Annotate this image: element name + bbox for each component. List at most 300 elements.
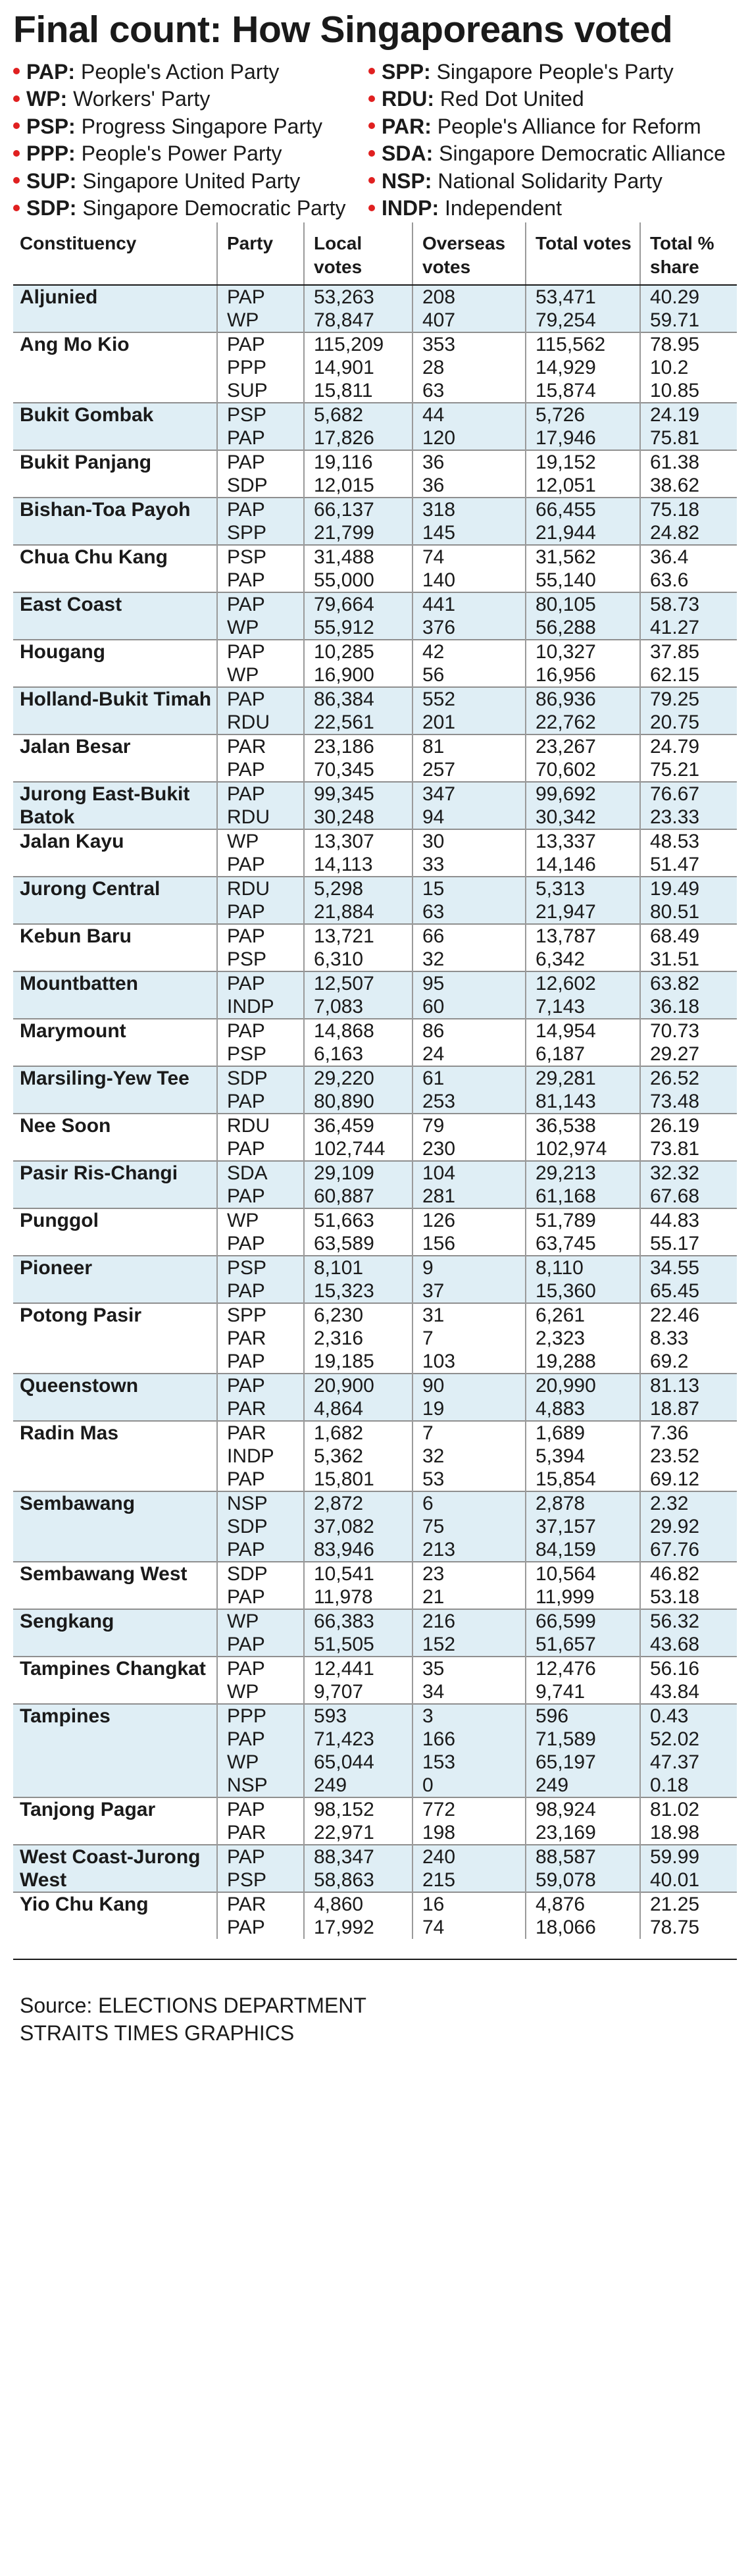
local-votes-cell: 10,285 [304,640,413,663]
party-cell: PAP [217,285,304,309]
table-row [13,1657,737,1680]
share-cell: 26.52 [640,1066,737,1090]
overseas-votes-cell: 86 [413,1019,526,1043]
overseas-votes-cell: 145 [413,521,526,545]
bullet-icon [13,150,20,157]
local-votes-cell: 58,863 [304,1868,413,1892]
total-votes-cell: 10,327 [526,640,640,663]
constituency-name: Sengkang [13,1609,217,1657]
total-votes-cell: 11,999 [526,1585,640,1609]
total-votes-cell: 13,337 [526,829,640,853]
header-total-votes: Total votes [526,222,640,285]
share-cell: 19.49 [640,877,737,900]
party-cell: PAP [217,900,304,924]
share-cell: 36.4 [640,545,737,569]
total-votes-cell: 16,956 [526,663,640,687]
share-cell: 65.45 [640,1279,737,1303]
party-cell: PAP [217,1538,304,1562]
party-cell: PAR [217,1397,304,1421]
header-party: Party [217,222,304,285]
party-cell: PAP [217,1585,304,1609]
total-votes-cell: 84,159 [526,1538,640,1562]
bullet-icon [13,68,20,74]
header-overseas-votes: Overseas votes [413,222,526,285]
constituency-name: Pioneer [13,1256,217,1303]
total-votes-cell: 249 [526,1774,640,1797]
legend-abbr: PAR: [382,114,432,138]
overseas-votes-cell: 552 [413,687,526,711]
table-row [13,1208,737,1232]
overseas-votes-cell: 44 [413,403,526,426]
local-votes-cell: 13,307 [304,829,413,853]
total-votes-cell: 6,261 [526,1303,640,1327]
local-votes-cell: 20,900 [304,1374,413,1397]
party-cell: PAP [217,1232,304,1256]
share-cell: 37.85 [640,640,737,663]
total-votes-cell: 20,990 [526,1374,640,1397]
table-row [13,924,737,948]
local-votes-cell: 102,744 [304,1137,413,1161]
table-header-row [13,222,737,285]
local-votes-cell: 31,488 [304,545,413,569]
party-cell: RDU [217,877,304,900]
constituency-name: Jalan Besar [13,734,217,782]
overseas-votes-cell: 36 [413,450,526,474]
local-votes-cell: 17,826 [304,426,413,450]
total-votes-cell: 23,169 [526,1821,640,1845]
local-votes-cell: 21,799 [304,521,413,545]
share-cell: 81.13 [640,1374,737,1397]
credit-line: STRAITS TIMES GRAPHICS [20,2021,295,2045]
share-cell: 32.32 [640,1161,737,1185]
overseas-votes-cell: 75 [413,1515,526,1538]
overseas-votes-cell: 407 [413,309,526,332]
share-cell: 46.82 [640,1562,737,1585]
local-votes-cell: 6,163 [304,1043,413,1066]
party-cell: PAR [217,1892,304,1916]
table-row [13,1374,737,1397]
legend-party-name: National Solidarity Party [438,168,662,193]
total-votes-cell: 70,602 [526,758,640,782]
party-cell: PAP [217,592,304,616]
local-votes-cell: 78,847 [304,309,413,332]
bullet-icon [368,177,375,184]
total-votes-cell: 19,288 [526,1350,640,1374]
table-row [13,1491,737,1515]
constituency-name: Marsiling-Yew Tee [13,1066,217,1114]
local-votes-cell: 6,230 [304,1303,413,1327]
bullet-icon [368,205,375,211]
share-cell: 0.43 [640,1704,737,1728]
legend-item [368,140,737,168]
local-votes-cell: 19,185 [304,1350,413,1374]
share-cell: 69.2 [640,1350,737,1374]
share-cell: 59.71 [640,309,737,332]
legend-abbr: PPP: [26,142,76,166]
overseas-votes-cell: 34 [413,1680,526,1704]
total-votes-cell: 51,789 [526,1208,640,1232]
table-row [13,1256,737,1279]
total-votes-cell: 59,078 [526,1868,640,1892]
legend-party-name: Singapore United Party [82,168,301,193]
local-votes-cell: 15,801 [304,1468,413,1491]
overseas-votes-cell: 7 [413,1327,526,1350]
constituency-name: Nee Soon [13,1114,217,1161]
total-votes-cell: 36,538 [526,1114,640,1137]
bullet-icon [13,177,20,184]
table-row [13,332,737,356]
legend-party-name: Singapore Democratic Party [82,196,346,220]
bullet-icon [13,122,20,129]
total-votes-cell: 4,876 [526,1892,640,1916]
constituency-name: Punggol [13,1208,217,1256]
share-cell: 24.79 [640,734,737,758]
local-votes-cell: 6,310 [304,948,413,971]
total-votes-cell: 15,854 [526,1468,640,1491]
party-cell: WP [217,1680,304,1704]
total-votes-cell: 63,745 [526,1232,640,1256]
overseas-votes-cell: 152 [413,1633,526,1657]
overseas-votes-cell: 32 [413,948,526,971]
source-credit [20,1992,737,2047]
share-cell: 22.46 [640,1303,737,1327]
share-cell: 62.15 [640,663,737,687]
share-cell: 0.18 [640,1774,737,1797]
share-cell: 75.81 [640,426,737,450]
overseas-votes-cell: 281 [413,1185,526,1208]
table-row [13,1421,737,1445]
constituency-name: Pasir Ris-Changi [13,1161,217,1208]
overseas-votes-cell: 257 [413,758,526,782]
overseas-votes-cell: 240 [413,1845,526,1868]
constituency-name: Sembawang [13,1491,217,1562]
legend-item [368,113,737,141]
overseas-votes-cell: 347 [413,782,526,806]
local-votes-cell: 2,872 [304,1491,413,1515]
table-row [13,877,737,900]
constituency-name: Queenstown [13,1374,217,1421]
legend-item [368,59,737,86]
party-cell: SDP [217,1066,304,1090]
party-cell: SDP [217,1515,304,1538]
legend-abbr: INDP: [382,196,439,220]
local-votes-cell: 51,663 [304,1208,413,1232]
overseas-votes-cell: 30 [413,829,526,853]
table-row [13,1609,737,1633]
legend-abbr: RDU: [382,87,434,111]
share-cell: 41.27 [640,616,737,640]
overseas-votes-cell: 208 [413,285,526,309]
local-votes-cell: 60,887 [304,1185,413,1208]
local-votes-cell: 5,362 [304,1445,413,1468]
share-cell: 48.53 [640,829,737,853]
party-cell: WP [217,663,304,687]
constituency-name: Tanjong Pagar [13,1797,217,1845]
local-votes-cell: 21,884 [304,900,413,924]
total-votes-cell: 5,726 [526,403,640,426]
legend-abbr: WP: [26,87,68,111]
legend-item [13,59,368,86]
party-cell: INDP [217,1445,304,1468]
legend-party-name: Singapore People's Party [436,59,674,84]
overseas-votes-cell: 19 [413,1397,526,1421]
overseas-votes-cell: 37 [413,1279,526,1303]
overseas-votes-cell: 24 [413,1043,526,1066]
constituency-name: Holland-Bukit Timah [13,687,217,734]
local-votes-cell: 593 [304,1704,413,1728]
bullet-icon [13,95,20,102]
local-votes-cell: 11,978 [304,1585,413,1609]
overseas-votes-cell: 66 [413,924,526,948]
legend-abbr: PSP: [26,114,76,138]
party-cell: SPP [217,521,304,545]
party-cell: PAP [217,1916,304,1939]
share-cell: 63.82 [640,971,737,995]
legend-item [368,86,737,113]
total-votes-cell: 4,883 [526,1397,640,1421]
local-votes-cell: 7,083 [304,995,413,1019]
table-row [13,1562,737,1585]
table-row [13,1797,737,1821]
local-votes-cell: 99,345 [304,782,413,806]
constituency-name: Ang Mo Kio [13,332,217,403]
share-cell: 79.25 [640,687,737,711]
overseas-votes-cell: 216 [413,1609,526,1633]
overseas-votes-cell: 74 [413,545,526,569]
local-votes-cell: 4,860 [304,1892,413,1916]
party-cell: PAP [217,1468,304,1491]
overseas-votes-cell: 90 [413,1374,526,1397]
local-votes-cell: 29,220 [304,1066,413,1090]
table-row [13,782,737,806]
total-votes-cell: 29,213 [526,1161,640,1185]
local-votes-cell: 80,890 [304,1090,413,1114]
overseas-votes-cell: 153 [413,1751,526,1774]
total-votes-cell: 12,476 [526,1657,640,1680]
header-constituency: Constituency [13,222,217,285]
total-votes-cell: 14,954 [526,1019,640,1043]
share-cell: 36.18 [640,995,737,1019]
legend-party-name: Singapore Democratic Alliance [439,142,726,166]
bullet-icon [368,122,375,129]
results-table [13,222,737,1939]
overseas-votes-cell: 60 [413,995,526,1019]
total-votes-cell: 15,874 [526,379,640,403]
share-cell: 20.75 [640,711,737,734]
overseas-votes-cell: 94 [413,806,526,829]
table-row [13,829,737,853]
share-cell: 68.49 [640,924,737,948]
overseas-votes-cell: 253 [413,1090,526,1114]
page-title: Final count: How Singaporeans voted [13,9,673,51]
overseas-votes-cell: 126 [413,1208,526,1232]
total-votes-cell: 55,140 [526,569,640,592]
table-row [13,1066,737,1090]
overseas-votes-cell: 230 [413,1137,526,1161]
local-votes-cell: 4,864 [304,1397,413,1421]
source-line: Source: ELECTIONS DEPARTMENT [20,1993,366,2017]
header-total-share: Total % share [640,222,737,285]
overseas-votes-cell: 772 [413,1797,526,1821]
total-votes-cell: 2,323 [526,1327,640,1350]
party-cell: PAP [217,1728,304,1751]
overseas-votes-cell: 79 [413,1114,526,1137]
total-votes-cell: 22,762 [526,711,640,734]
constituency-name: Jurong East-Bukit Batok [13,782,217,829]
party-cell: PSP [217,1256,304,1279]
table-row [13,1019,737,1043]
party-cell: PSP [217,1043,304,1066]
party-cell: WP [217,1208,304,1232]
total-votes-cell: 12,602 [526,971,640,995]
constituency-name: Potong Pasir [13,1303,217,1374]
table-row [13,1845,737,1868]
party-cell: PAP [217,853,304,877]
party-cell: PAP [217,971,304,995]
overseas-votes-cell: 81 [413,734,526,758]
total-votes-cell: 79,254 [526,309,640,332]
local-votes-cell: 70,345 [304,758,413,782]
share-cell: 53.18 [640,1585,737,1609]
results-body [13,285,737,1939]
party-cell: INDP [217,995,304,1019]
share-cell: 55.17 [640,1232,737,1256]
overseas-votes-cell: 215 [413,1868,526,1892]
share-cell: 23.52 [640,1445,737,1468]
footer-divider [13,1959,737,1960]
party-cell: WP [217,616,304,640]
party-cell: PPP [217,356,304,379]
party-cell: PAP [217,1797,304,1821]
share-cell: 31.51 [640,948,737,971]
local-votes-cell: 71,423 [304,1728,413,1751]
local-votes-cell: 15,323 [304,1279,413,1303]
party-cell: PAP [217,1633,304,1657]
share-cell: 18.87 [640,1397,737,1421]
share-cell: 78.95 [640,332,737,356]
overseas-votes-cell: 0 [413,1774,526,1797]
legend-item [13,195,368,222]
local-votes-cell: 15,811 [304,379,413,403]
total-votes-cell: 8,110 [526,1256,640,1279]
constituency-name: East Coast [13,592,217,640]
total-votes-cell: 115,562 [526,332,640,356]
party-cell: SDP [217,474,304,498]
share-cell: 7.36 [640,1421,737,1445]
legend-party-name: Progress Singapore Party [81,114,322,138]
share-cell: 38.62 [640,474,737,498]
overseas-votes-cell: 16 [413,1892,526,1916]
local-votes-cell: 55,000 [304,569,413,592]
share-cell: 63.6 [640,569,737,592]
party-cell: PSP [217,948,304,971]
total-votes-cell: 65,197 [526,1751,640,1774]
share-cell: 18.98 [640,1821,737,1845]
party-cell: SDP [217,1562,304,1585]
local-votes-cell: 22,561 [304,711,413,734]
legend-party-name: Independent [445,196,562,220]
total-votes-cell: 13,787 [526,924,640,948]
legend-party-name: People's Action Party [80,59,280,84]
party-cell: PAP [217,498,304,521]
local-votes-cell: 88,347 [304,1845,413,1868]
share-cell: 34.55 [640,1256,737,1279]
overseas-votes-cell: 376 [413,616,526,640]
party-cell: PAR [217,1327,304,1350]
party-cell: PPP [217,1704,304,1728]
local-votes-cell: 12,441 [304,1657,413,1680]
share-cell: 80.51 [640,900,737,924]
total-votes-cell: 596 [526,1704,640,1728]
overseas-votes-cell: 6 [413,1491,526,1515]
total-votes-cell: 9,741 [526,1680,640,1704]
legend-abbr: SDP: [26,196,77,220]
overseas-votes-cell: 7 [413,1421,526,1445]
overseas-votes-cell: 21 [413,1585,526,1609]
total-votes-cell: 71,589 [526,1728,640,1751]
overseas-votes-cell: 104 [413,1161,526,1185]
party-cell: PAP [217,782,304,806]
bullet-icon [368,150,375,157]
overseas-votes-cell: 15 [413,877,526,900]
overseas-votes-cell: 61 [413,1066,526,1090]
local-votes-cell: 5,682 [304,403,413,426]
share-cell: 56.16 [640,1657,737,1680]
share-cell: 70.73 [640,1019,737,1043]
local-votes-cell: 79,664 [304,592,413,616]
party-legend [13,59,737,222]
party-cell: PSP [217,403,304,426]
table-row [13,545,737,569]
total-votes-cell: 5,394 [526,1445,640,1468]
total-votes-cell: 21,944 [526,521,640,545]
total-votes-cell: 88,587 [526,1845,640,1868]
party-cell: PAP [217,1279,304,1303]
table-row [13,734,737,758]
local-votes-cell: 36,459 [304,1114,413,1137]
share-cell: 43.84 [640,1680,737,1704]
party-cell: WP [217,1609,304,1633]
share-cell: 69.12 [640,1468,737,1491]
constituency-name: Bukit Gombak [13,403,217,450]
constituency-name: Mountbatten [13,971,217,1019]
overseas-votes-cell: 318 [413,498,526,521]
overseas-votes-cell: 36 [413,474,526,498]
share-cell: 43.68 [640,1633,737,1657]
overseas-votes-cell: 28 [413,356,526,379]
share-cell: 78.75 [640,1916,737,1939]
party-cell: RDU [217,806,304,829]
table-row [13,1303,737,1327]
local-votes-cell: 66,383 [304,1609,413,1633]
share-cell: 29.27 [640,1043,737,1066]
total-votes-cell: 5,313 [526,877,640,900]
party-cell: PAP [217,1137,304,1161]
local-votes-cell: 98,152 [304,1797,413,1821]
party-cell: SPP [217,1303,304,1327]
share-cell: 24.82 [640,521,737,545]
constituency-name: Marymount [13,1019,217,1066]
party-cell: WP [217,829,304,853]
total-votes-cell: 31,562 [526,545,640,569]
local-votes-cell: 10,541 [304,1562,413,1585]
share-cell: 59.99 [640,1845,737,1868]
local-votes-cell: 63,589 [304,1232,413,1256]
legend-item [368,195,737,222]
total-votes-cell: 56,288 [526,616,640,640]
total-votes-cell: 66,599 [526,1609,640,1633]
local-votes-cell: 16,900 [304,663,413,687]
